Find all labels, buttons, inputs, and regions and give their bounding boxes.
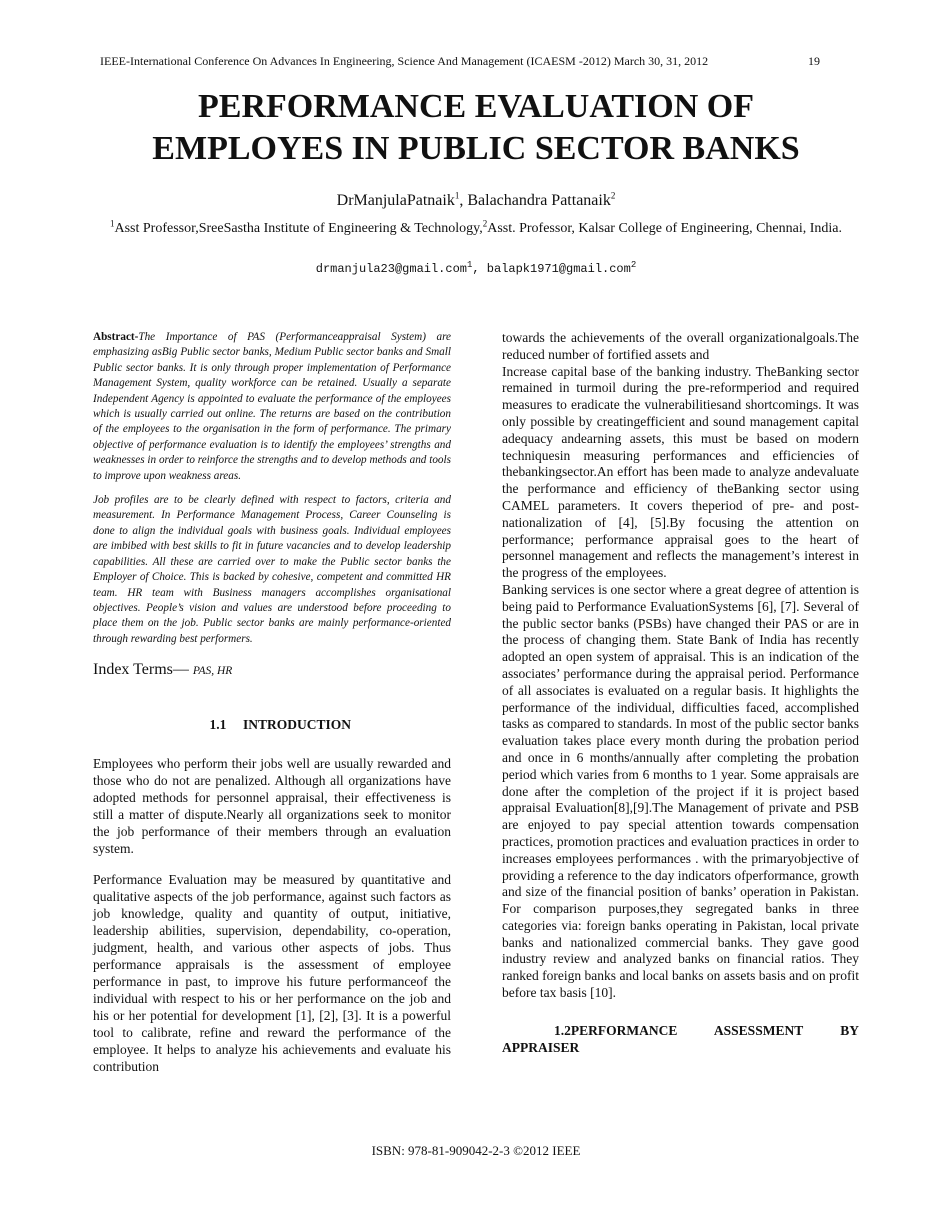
- affil-1-mark: 1: [109, 218, 115, 229]
- page-footer: ISBN: 978-81-909042-2-3 ©2012 IEEE: [371, 1143, 581, 1158]
- section-2-heading: 1.2PERFORMANCE ASSESSMENT BY: [554, 1022, 859, 1038]
- email-2[interactable]: balapk1971@gmail.com: [486, 262, 631, 276]
- index-terms-value: PAS, HR: [192, 665, 233, 678]
- section-2-heading-cont: APPRAISER: [502, 1039, 580, 1055]
- author-2-mark: 2: [610, 190, 616, 201]
- title-line-1: PERFORMANCE EVALUATION OF: [198, 88, 754, 125]
- right-paragraph-1: towards the achievements of the overall organizationalgoals.The reduced number of fortified assets and: [502, 330, 859, 362]
- intro-paragraph-2: Performance Evaluation may be measured by quantitative and qualitative aspects of the job performance, against such factors as job knowledge, quality and quantity of output, initiative, leadership abilities, supervision, dependability, co-operation, judgment, health, and various other aspects of jobs. Thus performance appraisals is the assessment of employee performance in past, to improve his future performanceof the individual with respect to his or her performance on the job and his or her potential for development [1], [2], [3]. It is a powerful tool to calibrate, refine and reward the performance of the employee. It helps to analyze his achievements and evaluate his contribution: [93, 872, 451, 1075]
- email-1[interactable]: drmanjula23@gmail.com: [315, 262, 467, 276]
- affil-2-mark: 2: [482, 218, 488, 229]
- abstract-text-1: The Importance of PAS (Performanceappraisal System) are emphasizing asBig Public sector banks, Medium Public sector banks and Small Public sector banks. It is only through proper implementation of Performance Management System, quality workforce can be retained. Usually a separate Independent Agency is appointed to evaluate the performance of the employees which is usually carried out online. The returns are based on the contribution of the employees to the organisation in the form of performance. The primary objective of performance evaluation is to identify the employees’ strengths and weaknesses in order to reinforce the strengths and to develop methods and tools to improve upon weakness areas.: [93, 331, 451, 482]
- author-list: [100, 192, 852, 210]
- section-1-title: INTRODUCTION: [242, 717, 351, 733]
- author-2: Balachandra Pattanaik: [467, 192, 611, 209]
- email-2-mark: 2: [630, 260, 637, 270]
- affiliations: [100, 220, 852, 237]
- email-separator: ,: [472, 262, 487, 276]
- email-1-mark: 1: [466, 260, 473, 270]
- author-emails: [100, 262, 852, 276]
- left-column: [93, 330, 451, 1075]
- right-column: [502, 330, 859, 1056]
- index-terms: [93, 661, 451, 679]
- page-number: 19: [808, 54, 820, 68]
- abstract-label: Abstract-: [93, 331, 139, 343]
- author-1: DrManjulaPatnaik: [336, 192, 455, 209]
- right-paragraph-2: Increase capital base of the banking industry. TheBanking sector remained in turmoil during the pre-reformperiod and required measures to eradicate the vulnerabilitiesand shortcomings. It was only possible by creatingefficient and sound management capital adequacy andearning assets, this must be based on modern techniquesin measuring performances and efficiencies of thebankingsector.An effort has been made to analyze andevaluate the performance and efficiency of theBanking sector using CAMEL parameters. It covers theperiod of pre- and post- nationalization of [4], [5].By focusing the attention on performance; performance appraisal goes to the heart of personnel management and reflects the management’s interest in the progress of the employees.: [502, 363, 859, 581]
- paper-title: [60, 86, 892, 170]
- index-terms-label: Index Terms—: [93, 661, 193, 679]
- author-1-mark: 1: [454, 190, 460, 201]
- affiliation-1: Asst Professor,SreeSastha Institute of Engineering & Technology,: [114, 221, 483, 236]
- author-separator: ,: [459, 192, 468, 209]
- abstract-paragraph-2: Job profiles are to be clearly defined with respect to factors, criteria and measurement. In Performance Management Process, Career Counseling is done to align the individual goals with business goals. Individual employees are imbibed with best skills to fit in future vacancies and to develop leadership capabilities. All these are carried over to make the Public sector banks the Employer of Choice. This is backed by cohesive, competent and committed HR team. HR team with Business managers accomplishes organisational objectives. People’s vision and values are understood before proceeding to place them on the job. Public sector banks are mainly performance-oriented through rewarding best performers.: [93, 494, 451, 645]
- title-line-2: EMPLOYES IN PUBLIC SECTOR BANKS: [152, 130, 800, 167]
- running-head-text: IEEE-International Conference On Advances In Engineering, Science And Management (ICAESM -2012) March 30, 31, 2012: [100, 54, 709, 68]
- right-paragraph-3: Banking services is one sector where a great degree of attention is being paid to Performance EvaluationSystems [6], [7]. Several of the public sector banks (PSBs) have changed their PAS or are in the process of changing them. State Bank of India has recently adopted an open system of appraisal. This is an indication of the associates’ performance during the appraisal period. Performance of all associates is evaluated on a regular basis. It highlights the performance of the individual, difficulties faced, accomplished tasks as compared to standards. In most of the public sector banks evaluation takes place every month during the probation period and once in 6 months/annually after completing the probation period which varies from 6 months to 1 year. Some appraisals are done after the completion of the project if it is project based appraisal Evaluation[8],[9].The Management of private and PSB are enjoyed to pay special attention towards compensation practices, promotion practices and evaluation practices in order to increases employees performances . with the primaryobjective of providing a reference to the day indicators ofperformance, growth and size of the financial position of banks’ operation in Pakistan. For comparison purposes,they segregated banks in three categories via: foreign banks operating in Pakistan, local private banks and nationalized commercial banks. They gave good industry review and analyzed banks on financial ratios. They ranked foreign banks and local banks on assets basis and on profit before tax basis [10].: [502, 581, 859, 1001]
- intro-paragraph-1: Employees who perform their jobs well are usually rewarded and those who do not are penalized. Although all organizations have adopted methods for personnel appraisal, their effectiveness is still a matter of dispute.Nearly all organizations seek to monitor the job performance of their members through an evaluation system.: [93, 756, 451, 857]
- running-header: [100, 54, 860, 69]
- section-1-number: 1.1: [209, 717, 227, 733]
- abstract-paragraph-1: [93, 330, 451, 484]
- section-1-heading: [93, 717, 451, 733]
- affiliation-2: Asst. Professor, Kalsar College of Engineering, Chennai, India.: [487, 221, 843, 236]
